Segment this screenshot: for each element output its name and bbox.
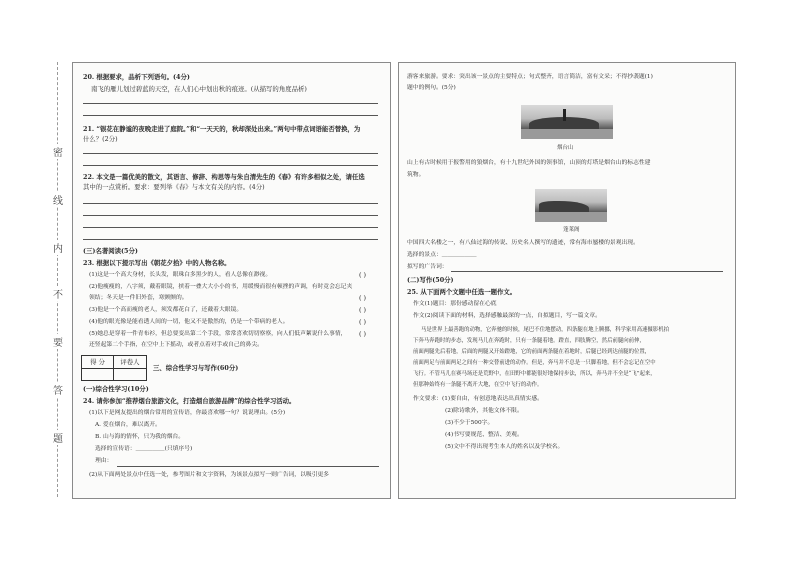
q24-continue: 游客来旅游。要求：突出该一景点的主要特点；句式整齐，语言简洁，富有文采；不得抄袭题(1) bbox=[407, 74, 653, 80]
grader-label: 评卷人 bbox=[114, 356, 146, 369]
q24-sub1: (1)以下是网友提出的烟台常用的宣传语，你最喜欢哪一句？说说理由。(5分) bbox=[89, 410, 286, 416]
section-heading: (三)名著阅读(5分) bbox=[83, 247, 138, 255]
q23-item: (5)她总是穿着一件青布衫，但总要变出第二个手段，常常喜欢切切察察，向人们低声絮说什么事情， bbox=[89, 331, 347, 337]
sea-shape bbox=[535, 212, 607, 222]
option-a: A. 爱在烟台，难以离开。 bbox=[95, 422, 161, 428]
answer-line[interactable] bbox=[83, 227, 378, 228]
q21-title: 21. “银花在静谧的夜晚走进了庭院。”和“一天天的，秋却深处出来。”两句中带点词语能否替换，为 bbox=[83, 125, 361, 133]
q23-item: 还竖起第二个手指，在空中上下摇动，或者点着对手或自己的鼻尖。 bbox=[89, 342, 263, 348]
q24-title: 24. 请你参加“推荐烟台旅游文化，打造烟台旅游品牌”的综合性学习活动。 bbox=[83, 397, 296, 405]
answer-blank[interactable]: ( ) bbox=[359, 306, 367, 314]
binding-char: 内 bbox=[51, 240, 65, 255]
q23-title: 23. 根据以下提示写出《朝花夕拾》中的人物名称。 bbox=[83, 259, 231, 267]
requirements-title: 作文要求：(1)要自由，有创意地表达出真情实感。 bbox=[413, 396, 543, 402]
material-line: 下奔马奔跑时的步态，发现马儿在奔跑时，只有一条腿着地。蹬直，四肢腾空，然后前腿向前伸， bbox=[413, 338, 645, 344]
answer-line[interactable] bbox=[83, 215, 378, 216]
topic-1: 作文(1)题目：那份感动留在心底 bbox=[413, 301, 497, 307]
yantai-description: 筑物。 bbox=[407, 172, 425, 178]
lighthouse-shape bbox=[563, 109, 566, 121]
q22-title: 22. 本文是一篇优美的散文，其语言、修辞、构思等与朱自清先生的《春》有许多相似之处，请任选 bbox=[83, 173, 365, 181]
answer-line[interactable] bbox=[83, 203, 378, 204]
topic-2: 作文(2)阅读下面的材料，选择感触最深的一点，自拟题目，写一篇文章。 bbox=[413, 313, 601, 319]
binding-char: 答 bbox=[51, 382, 65, 397]
material-line: 飞行。不管马儿在赛马场还是荒野中，在田野中都能很好地保持步法，所以，奔马并不全是“飞”起来， bbox=[413, 371, 656, 377]
binding-char: 要 bbox=[51, 334, 65, 349]
requirement-item: (2)除诗歌外，其他文体不限。 bbox=[445, 408, 523, 414]
answer-blank[interactable]: ( ) bbox=[359, 294, 367, 302]
answer-line[interactable] bbox=[451, 271, 723, 272]
section-heading: (二)写作(50分) bbox=[407, 276, 454, 284]
slogan-choice[interactable]: 选择的宣传语：＿＿＿＿＿(只填序号) bbox=[95, 446, 193, 452]
material-line: 前面两腿先后着地，后面的两腿又开始蹬地，它的前面两条腿在着地时，后腿已经到达前腿的位置， bbox=[413, 349, 651, 355]
material-line: 但那种始终有一条腿不离开大地，在空中飞行的动作。 bbox=[413, 382, 543, 388]
reason-label: 理由： bbox=[95, 458, 113, 464]
part-heading: 三、综合性学习与写作(60分) bbox=[153, 364, 239, 372]
requirement-item: (5)文中不得出现考生本人的姓名以及学校名。 bbox=[445, 444, 564, 450]
yantai-description: 山上有古时候用于报警用的狼烟台，有十九世纪外国的领事馆，山顶的灯塔是烟台山的标志性建 bbox=[407, 160, 651, 166]
score-divider bbox=[113, 368, 114, 380]
q23-item: (4)他的眼光像是能看透人间的一切，他又不是傲然的，仍是一个带病的老人。 bbox=[89, 319, 289, 325]
q20-text: 南飞的雁儿划过碧蓝的天空，在人们心中划出秋的痕迹。(从描写的角度品析) bbox=[91, 85, 307, 93]
left-page bbox=[72, 62, 391, 499]
ad-label: 拟写的广告词： bbox=[407, 264, 448, 270]
answer-line[interactable] bbox=[83, 103, 378, 104]
photo-caption: 烟台山 bbox=[557, 145, 574, 151]
q23-item: 领结；冬天是一件旧外套，寒颤颤的。 bbox=[89, 295, 188, 301]
requirement-item: (4)书写要规范、整洁、美观。 bbox=[445, 432, 523, 438]
q24-sub2: (2)从下面两处景点中任选一处，参考图片和文字资料，为该景点拟写一则广告词，以吸引更多 bbox=[89, 472, 330, 478]
photo-caption: 蓬莱阁 bbox=[563, 227, 580, 233]
binding-char: 线 bbox=[51, 192, 65, 207]
answer-blank[interactable]: ( ) bbox=[359, 271, 367, 279]
option-b: B. 山与海的情怀，只为我的烟台。 bbox=[95, 434, 185, 440]
spot-choice[interactable]: 选择的景点：＿＿＿＿＿＿ bbox=[407, 252, 477, 258]
binding-char: 不 bbox=[51, 286, 65, 301]
binding-char: 题 bbox=[51, 430, 65, 445]
requirement-item: (3)不少于500字。 bbox=[445, 420, 494, 426]
penglai-description: 中国四大名楼之一，有八仙过海的传说、历史名人撰写的遗迹，常有海市蜃楼的景观出现。 bbox=[407, 240, 639, 246]
q23-item: (2)他瘦瘦的，八字须，戴着眼镜，挟着一叠大大小小的书，用缓慢而很有顿挫的声调，有时竟会忘记夹 bbox=[89, 284, 353, 290]
answer-line[interactable] bbox=[117, 466, 379, 467]
answer-line[interactable] bbox=[83, 153, 378, 154]
yantai-hill-photo bbox=[521, 105, 613, 139]
q25-title: 25. 从下面两个文题中任选一题作文。 bbox=[407, 288, 517, 296]
q23-item: (1)这是一个高大身材，长头发，眼珠白多黑少的人，看人总像在渺视。 bbox=[89, 272, 272, 278]
material-line: 前面两足与前面两足之间有一种交替前进的动作。但是，奔马并不总是一只脚着地，但不会忘记在空中 bbox=[413, 360, 656, 366]
section-heading: (一)综合性学习(10分) bbox=[83, 385, 149, 393]
q22-text: 其中的一点赏析。要求：要列举《春》与本文有关的内容。(4分) bbox=[83, 183, 265, 191]
answer-line[interactable] bbox=[83, 165, 378, 166]
q20-title: 20. 根据要求，品析下列语句。(4分) bbox=[83, 73, 190, 81]
q23-item: (3)他是一个高而瘦的老人，须发都花白了，还戴着大眼镜。 bbox=[89, 307, 243, 313]
binding-margin bbox=[48, 62, 68, 497]
answer-blank[interactable]: ( ) bbox=[359, 318, 367, 326]
penglai-pavilion-photo bbox=[535, 189, 607, 222]
score-label: 得 分 bbox=[82, 356, 114, 369]
binding-char: 密 bbox=[51, 144, 65, 159]
answer-blank[interactable]: ( ) bbox=[359, 330, 367, 338]
material-line: 马是世界上最善跑的动物，它奔驰的时候，尾巴不住地摆动，四条腿在地上腾挪，科学家用高速摄影机拍 bbox=[421, 327, 669, 333]
answer-line[interactable] bbox=[83, 115, 378, 116]
answer-line[interactable] bbox=[83, 239, 378, 240]
sea-shape bbox=[521, 129, 613, 139]
right-page bbox=[398, 62, 736, 499]
score-box bbox=[81, 355, 147, 381]
q21-text: 什么？(2分) bbox=[83, 135, 118, 143]
q24-continue: 题中的例句。(5分) bbox=[407, 85, 456, 91]
